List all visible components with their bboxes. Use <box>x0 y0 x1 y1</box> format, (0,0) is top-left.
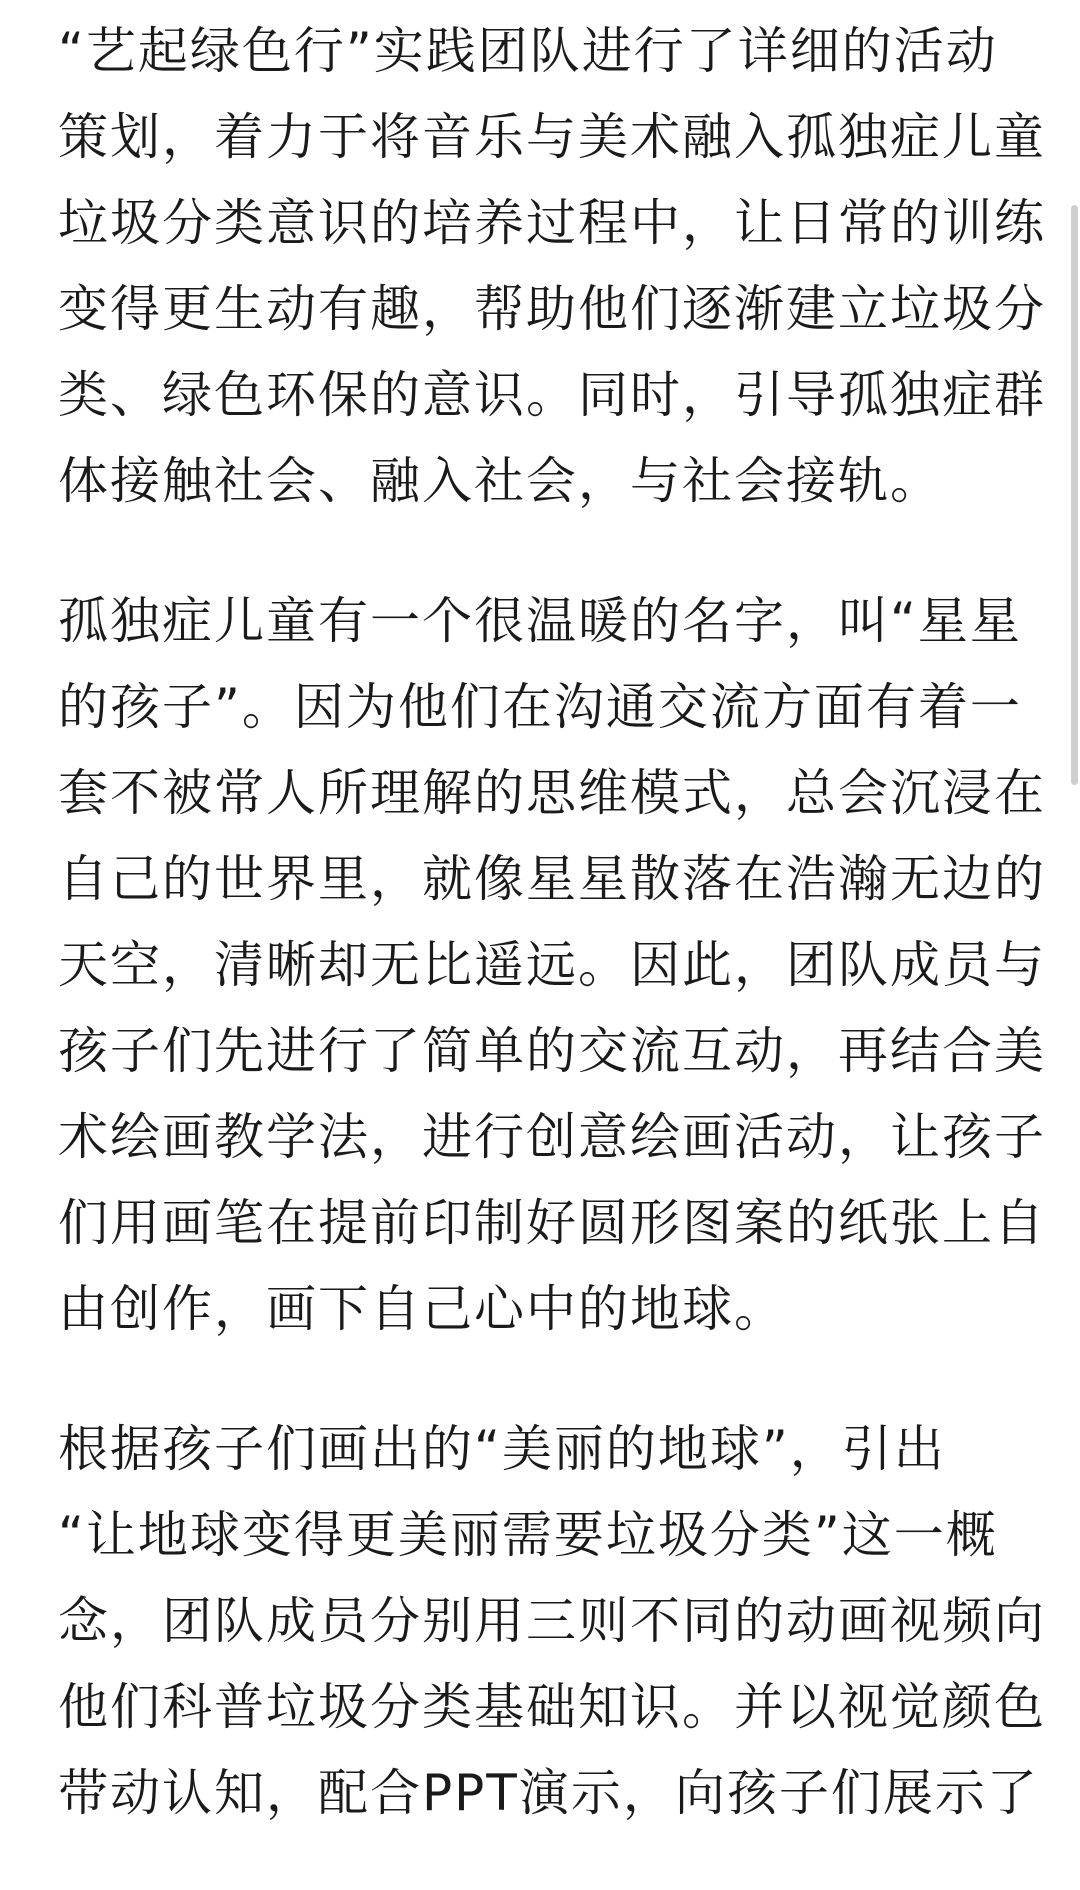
text-line: 孩子们先进行了简单的交流互动，再结合美 <box>58 1022 1046 1080</box>
text-line: 垃圾分类意识的培养过程中，让日常的训练 <box>58 194 1046 252</box>
text-line: 根据孩子们画出的“美丽的地球”，引出 <box>58 1420 946 1478</box>
text-line: 的孩子”。因为他们在沟通交流方面有着一 <box>58 678 1022 736</box>
text-line: 策划，着力于将音乐与美术融入孤独症儿童 <box>58 108 1046 166</box>
paragraph-2 <box>58 578 1046 1352</box>
text-line: 类、绿色环保的意识。同时，引导孤独症群 <box>58 366 1046 424</box>
article-body <box>58 8 1046 1890</box>
text-line: 由创作，画下自己心中的地球。 <box>58 1280 786 1338</box>
text-line: 们用画笔在提前印制好圆形图案的纸张上自 <box>58 1194 1046 1252</box>
text-line: 天空，清晰却无比遥远。因此，团队成员与 <box>58 936 1046 994</box>
text-line: 自己的世界里，就像星星散落在浩瀚无边的 <box>58 850 1046 908</box>
paragraph-1 <box>58 8 1046 524</box>
text-line: “艺起绿色行”实践团队进行了详细的活动 <box>58 22 998 80</box>
text-line: 变得更生动有趣，帮助他们逐渐建立垃圾分 <box>58 280 1046 338</box>
text-line: 套不被常人所理解的思维模式，总会沉浸在 <box>58 764 1046 822</box>
scrollbar[interactable] <box>1068 0 1080 1862</box>
text-line: 体接触社会、融入社会，与社会接轨。 <box>58 452 942 510</box>
scrollbar-thumb[interactable] <box>1071 205 1078 785</box>
text-line: “让地球变得更美丽需要垃圾分类”这一概 <box>58 1506 998 1564</box>
text-line: 他们科普垃圾分类基础知识。并以视觉颜色 <box>58 1678 1046 1736</box>
text-line: 术绘画教学法，进行创意绘画活动，让孩子 <box>58 1108 1046 1166</box>
text-line: 孤独症儿童有一个很温暖的名字，叫“星星 <box>58 592 1022 650</box>
paragraph-3 <box>58 1406 1046 1836</box>
text-line: 带动认知，配合PPT演示，向孩子们展示了 <box>58 1764 1039 1822</box>
text-line: 念，团队成员分别用三则不同的动画视频向 <box>58 1592 1046 1650</box>
